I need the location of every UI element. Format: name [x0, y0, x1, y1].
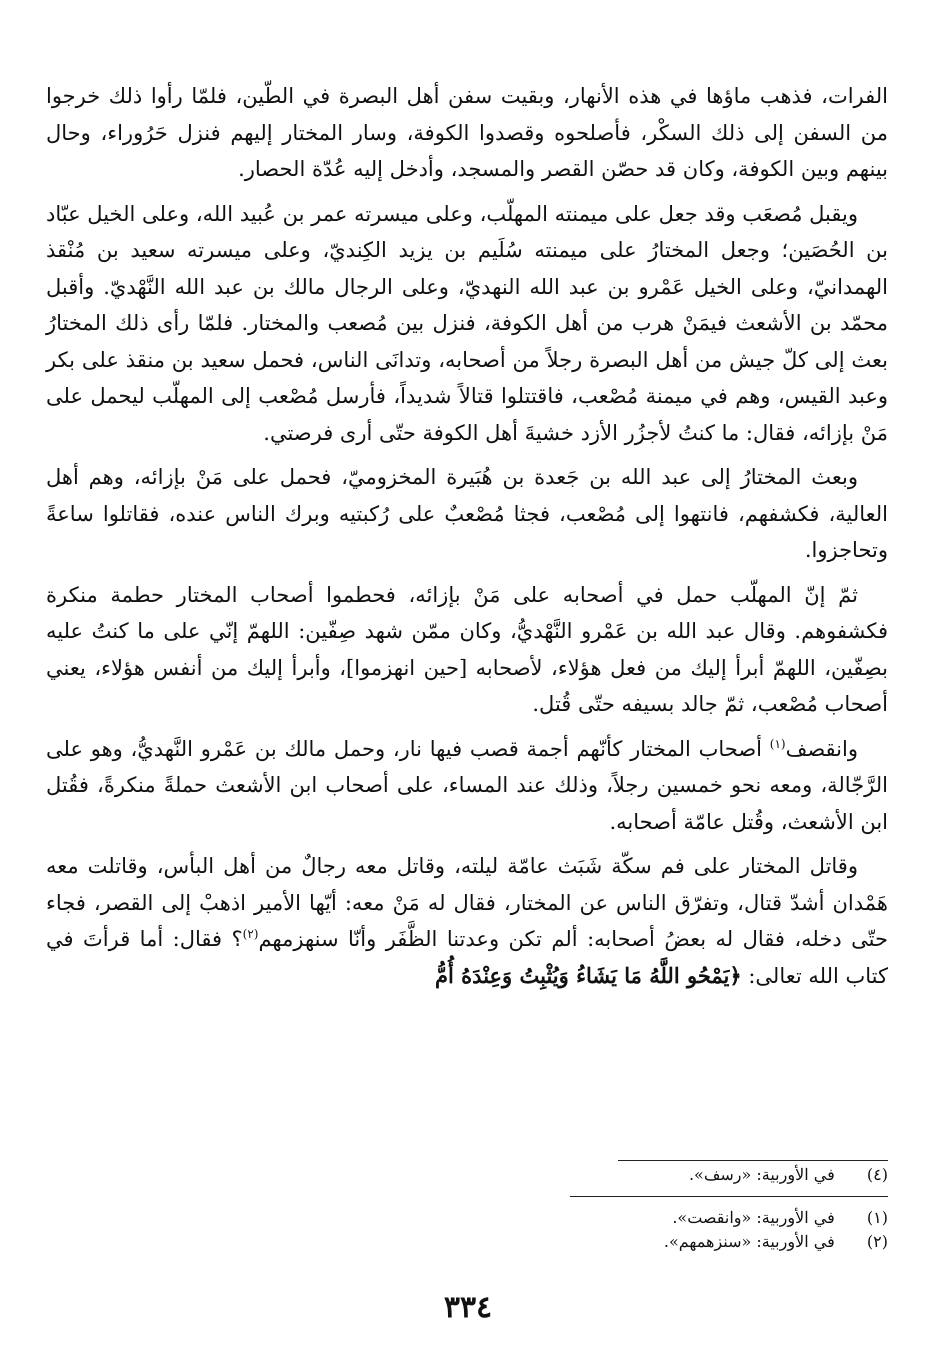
footnote-divider: [570, 1196, 888, 1197]
page-number: ٣٣٤: [443, 1290, 493, 1325]
footnote-ref-1: (١): [769, 736, 786, 751]
footnote-prev-4: [46, 1163, 888, 1187]
footnotes: [46, 1206, 888, 1254]
paragraph-2: ويقبل مُصعَب وقد جعل على ميمنته المهلّب، وعلى ميسرته عمر بن عُبيد الله، وعلى الخيل عبّاد بن الحُصَين؛ وجعل المختارُ على ميمنته سُلَيم بن يزيد الكِنديّ، وعلى ميسرته سعيد بن مُنْقذ الهمدانيّ، وعلى الخيل عَمْرو بن عبد الله النهديّ، وعلى الرجال مالك بن عبد الله النَّهْديّ. وأقبل محمّد بن الأشعث فيمَنْ هرب من أهل الكوفة، فنزل بين مُصعب والمختار. فلمّا رأى ذلك المختارُ بعث إلى كلّ جيش من أهل البصرة رجلاً من أصحابه، وتدانَى الناس، فحمل سعيد بن منقذ على بكر وعبد القيس، وهم في ميمنة مُصْعب، فاقتتلوا قتالاً شديداً، فأرسل مُصْعب إلى المهلّب ليحمل على مَنْ بإزائه، فقال: ما كنتُ لأجزُر الأزد خشيةَ أهل الكوفة حتّى أرى فرصتي.: [46, 201, 888, 445]
paragraph-6-start: وقاتل المختار على فم سكّة شَبَث عامّة ليلته، وقاتل معه رجالٌ من أهل البأس، وقاتلت معه هَمْدان أشدّ قتال، وتفرّق الناس عن المختار، فقال له مَنْ معه: أيّها الأمير اذهبْ إلى القصر، فجاء حتّى دخله، فقال له بعضُ أصحابه: ألم تكن وعدتنا الظَّفَر وأنّا سنهزمهم: [46, 854, 888, 951]
paragraph-5: [46, 731, 888, 841]
footnote-2: [46, 1230, 888, 1254]
footnotes-previous: [46, 1163, 888, 1187]
main-text: [46, 78, 888, 1002]
footnote-number: (١): [866, 1208, 888, 1227]
paragraph-1: الفرات، فذهب ماؤها في هذه الأنهار، وبقيت سفن أهل البصرة في الطّين، فلمّا رأوا ذلك خرجوا من السفن إلى ذلك السكْر، فأصلحوه وقصدوا الكوفة، وسار المختار إليهم فنزل حَرُوراء، وحال بينهم وبين الكوفة، وكان قد حصّن القصر والمسجد، وأدخل إليه عُدّة الحصار.: [46, 84, 888, 181]
footnote-number: (٢): [866, 1232, 888, 1251]
quran-verse: ﴿يَمْحُو اللَّهُ مَا يَشَاءُ وَيُثْبِتُ وَعِنْدَهُ أُمُّ: [435, 962, 742, 988]
paragraph-5-rest: أصحاب المختار كأنّهم أجمة قصب فيها نار، وحمل مالك بن عَمْرو النَّهديُّ، وهو على الرَّجّالة، ومعه نحو خمسين رجلاً، وذلك عند المساء، على أصحاب ابن الأشعث حملةً منكرةً، فقُتل ابن الأشعث، وقُتل عامّة أصحابه.: [46, 736, 888, 834]
footnote-divider-previous: [618, 1160, 888, 1161]
paragraph-6: [46, 848, 888, 994]
paragraph-4: ثمّ إنّ المهلّب حمل في أصحابه على مَنْ بإزائه، فحطموا أصحاب المختار حطمة منكرة فكشفوهم. وقال عبد الله بن عَمْرو النَّهْديُّ، وكان ممّن شهد صِفّين: اللهمّ إنّي على ما كنتُ عليه بصِفّين، اللهمّ أبرأ إليك من فعل هؤلاء، لأصحابه [حين انهزموا]، وأبرأ إليك من أنفس هؤلاء، يعني أصحاب مُصْعب، ثمّ جالد بسيفه حتّى قُتل.: [46, 582, 888, 716]
paragraph-6-middle: ؟ فقال: أما قرأتَ في كتاب الله تعالى:: [46, 927, 888, 988]
footnote-text: في الأوربية: «وانقصت».: [672, 1208, 835, 1227]
footnote-1: [46, 1206, 888, 1230]
paragraph-3: وبعث المختارُ إلى عبد الله بن جَعدة بن هُبَيرة المخزوميّ، فحمل على مَنْ بإزائه، وهم أهل العالية، فكشفهم، فانتهوا إلى مُصْعب، فجثا مُصْعبٌ على رُكبتيه وبرك الناس عنده، فقاتلوا ساعةً وتحاجزوا.: [46, 465, 888, 562]
footnote-text: في الأوربية: «سنزهمهم».: [663, 1232, 835, 1251]
footnote-ref-2: (٢): [242, 927, 259, 941]
footnote-number: (٤): [866, 1165, 888, 1184]
footnote-text: في الأوربية: «رسف».: [688, 1165, 835, 1184]
paragraph-5-start: وانقصف: [785, 736, 858, 761]
